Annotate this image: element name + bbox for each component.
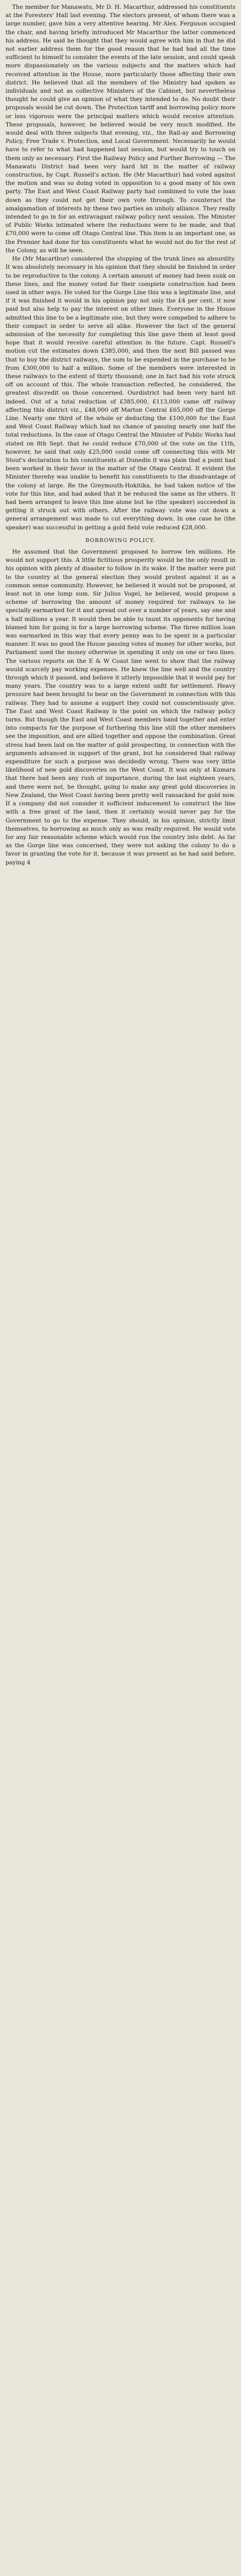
paragraph-trunk-lines-gorge-line: He (Mr Macarthur) considered the stopping of the trunk lines an absurdity. It was absolutely necessary in his opinion that they should be finished in order to be reproductive to the colony. A certain amount of money had been sunk on these lines, and the money voted for their complete construction had been used in other ways. He voted for the Gorge Line this was a legitimate line, and if it was finished it would in his opinion pay not only the £4 per cent. it now paid but also help to pay the interest on other lines. Everyone in the House admitted this line to be a legitimate one, but they were compelled to adhere to their compact in order to serve all alike. However the fact of the general admission of the necessity for completing this line gave them at least good hope that it would receive careful attention in the future. Capt. Russell's motion cut the estimates down £385,000, and then the next Bill passed was that to buy the district railways, the sum to be expended in the purchase to be from £300,000 to half a million. Some of the members were interested in these railways to the extent of thirty thousand; one in fact had his vote struck off on account of this. The whole transaction reflected, he considered, the greatest discredit on those concerned. Ourdistrict had been very hard hit indeed. Out of a total reduction of £385,000, £113,000 came off railway affecting this district viz., £48,000 off Marton Central £65,000 off the Gorge Line. Nearly one third of the whole or deducting the £100,000 for the East and West Coast Railway which had no chance of passing nearly one half the total reductions. In the case of Otago Central the Minister of Public Works had stated on 8th Sept. that he could reduce £70,000 of the vote on the 11th, however, he said that only £25,000 could come off connecting this with Mr Stout's declaration to his constituents at Dunedin it was plain that a point had been worked in their favor in the matter of the Otago Central. It evident the Minister thereby was unable to benefit his constituents to the disadvantage of the colony at large. Re the Greymouth-Hokitika, he had taken notice of the vote for this line, and had asked that it be reduced the same as the others. It had been arranged to leave this line alone but he (the speaker) succeeded in getting it struck out with others. After the railway vote was cut down a general arrangement was made to cut everything down. In one case he (the speaker) was successful in getting a gold field vote reduced £28,000.	[6, 256, 235, 531]
borrowing-policy-heading: BORROWING POLICY.	[85, 537, 156, 544]
paragraph-intro-railway-policy: The member for Manawatu, Mr D. H. Macarthur, addressed his constituents at the Foresters' Hall last evening. The electors present, of whom there was a large number, gave him a very attentive hearing. Mr Alex. Ferguson occupied the chair, and having briefly introduced Mr Macarthur the latter commenced his address. He said he thought that they would agree with him in that he did not earlier address them for the good reason that he had had all the time sufficient to himself to consider the events of the late session, and could speak more dispassionately on the various subjects and the matters which had received attention in the House, more particularly those affecting their own district. He believed that all the members of the Ministry had spoken as individuals and not as collective Ministers of the Cabinet, but nevertheless thought he could give an opinion of what they intended to do. No doubt their proposals would be cut down. The Protection tariff and borrowing policy more or less vigorous were the principal matters which would receive attention. These proposals, however, he believed would be very much modified. He would deal with three subjects that evening, viz., the Rail-ay and Borrowing Policy, Free Trade v. Protection, and Local Government. Necessarily he would have to refer to what had happened last session, but would try to touch on them only as necessary. First the Railway Policy and Further Borrowing — The Manawatu District had been very hard hit in the matter of railway construction, by Capt. Russell's action. He (Mr Macarthur) had voted against the motion and was so doing voted in opposition to a good many of his own party. The East and West Coast Railway party had combined to vote the loan down as they could not get their own vote through. To counteract the amalgamation of interests by these two parties an unholy alliance. They really intended to go in for an extravagant railway policy next session. The Minister of Public Works intimated where the reductions were to be made, and that £70,000 were to come off Otago Central line. This item is an important one, as the Premier had done for his constituents what he would not do for the rest of the Colony, as will be seen.	[6, 4, 235, 254]
paragraph-borrowing-policy: He assumed that the Government proposed to borrow ten millions. He would not support this. A little fictitious prosperity would be the only result in his opinion with plenty of disaster to follow in its wake. If the matter were put to the country at the general election they would protest against it as a common sense community. However, he believed it would not be proposed, at least not in one lump sum. Sir Julius Vogel, he believed, would propose a scheme of borrowing the amount of money required for railways to be specially earmarked for it and spread out over a number of years, say one and a half millions a year. It would then be able to taunt its opponents for having blamed him for going in for a large borrowing scheme. The three million loan was earmarked in this way that every penny was to be spent in a particular manner. It was no good the House passing votes of money for other works, but Parliament used the money otherwise in spending it only on one or two lines. The various reports on the E & W Coast line went to show that the railway would scarcely pay working expenses. He knew the line well and the country through which it passed, and believe it utterly impossible that it would pay for many years. The country was to a large extent unfit for settlement. Heavy pressure had been brought to bear on the Government in connection with this railway. They had to assume a support they could not conscientiously give. The East and West Coast Railway is the point on which the railway policy turns. But though the East and West Coast members band together and enter into compacts for the purpose of furthering this line still the other members see the imposition, and are allied together and oppose the combination. Great stress had been laid on the matter of gold prospecting, in connection with the arguments advanced in support of the grant, but he considered that railway expenditure for such a purpose was decidedly wrong. There was very little likelihood of new gold discoveries on the West Coast. It was only at Kumara that there had been any rush of importance, during the last eighteen years, and there were not, he thought, going to make any great gold discoveries in New Zealand, the West Coast having been pretty well ransacked for gold now. If a company did not consider it sufficient inducement to construct the line with a free grant of the land, then it certainly would never pay for the Government to go to the expense. They should, in his opinion, strictly limit themselves, to borrowing as much only as was really required. He would vote for any fair reasonable scheme which would run the country into debt. As far as the Gorge line was concerned, they were not asking the colony to do a favor in granting the vote for it, because it was present as he had said before, paying 4	[6, 549, 235, 866]
article-body	[6, 3, 235, 867]
